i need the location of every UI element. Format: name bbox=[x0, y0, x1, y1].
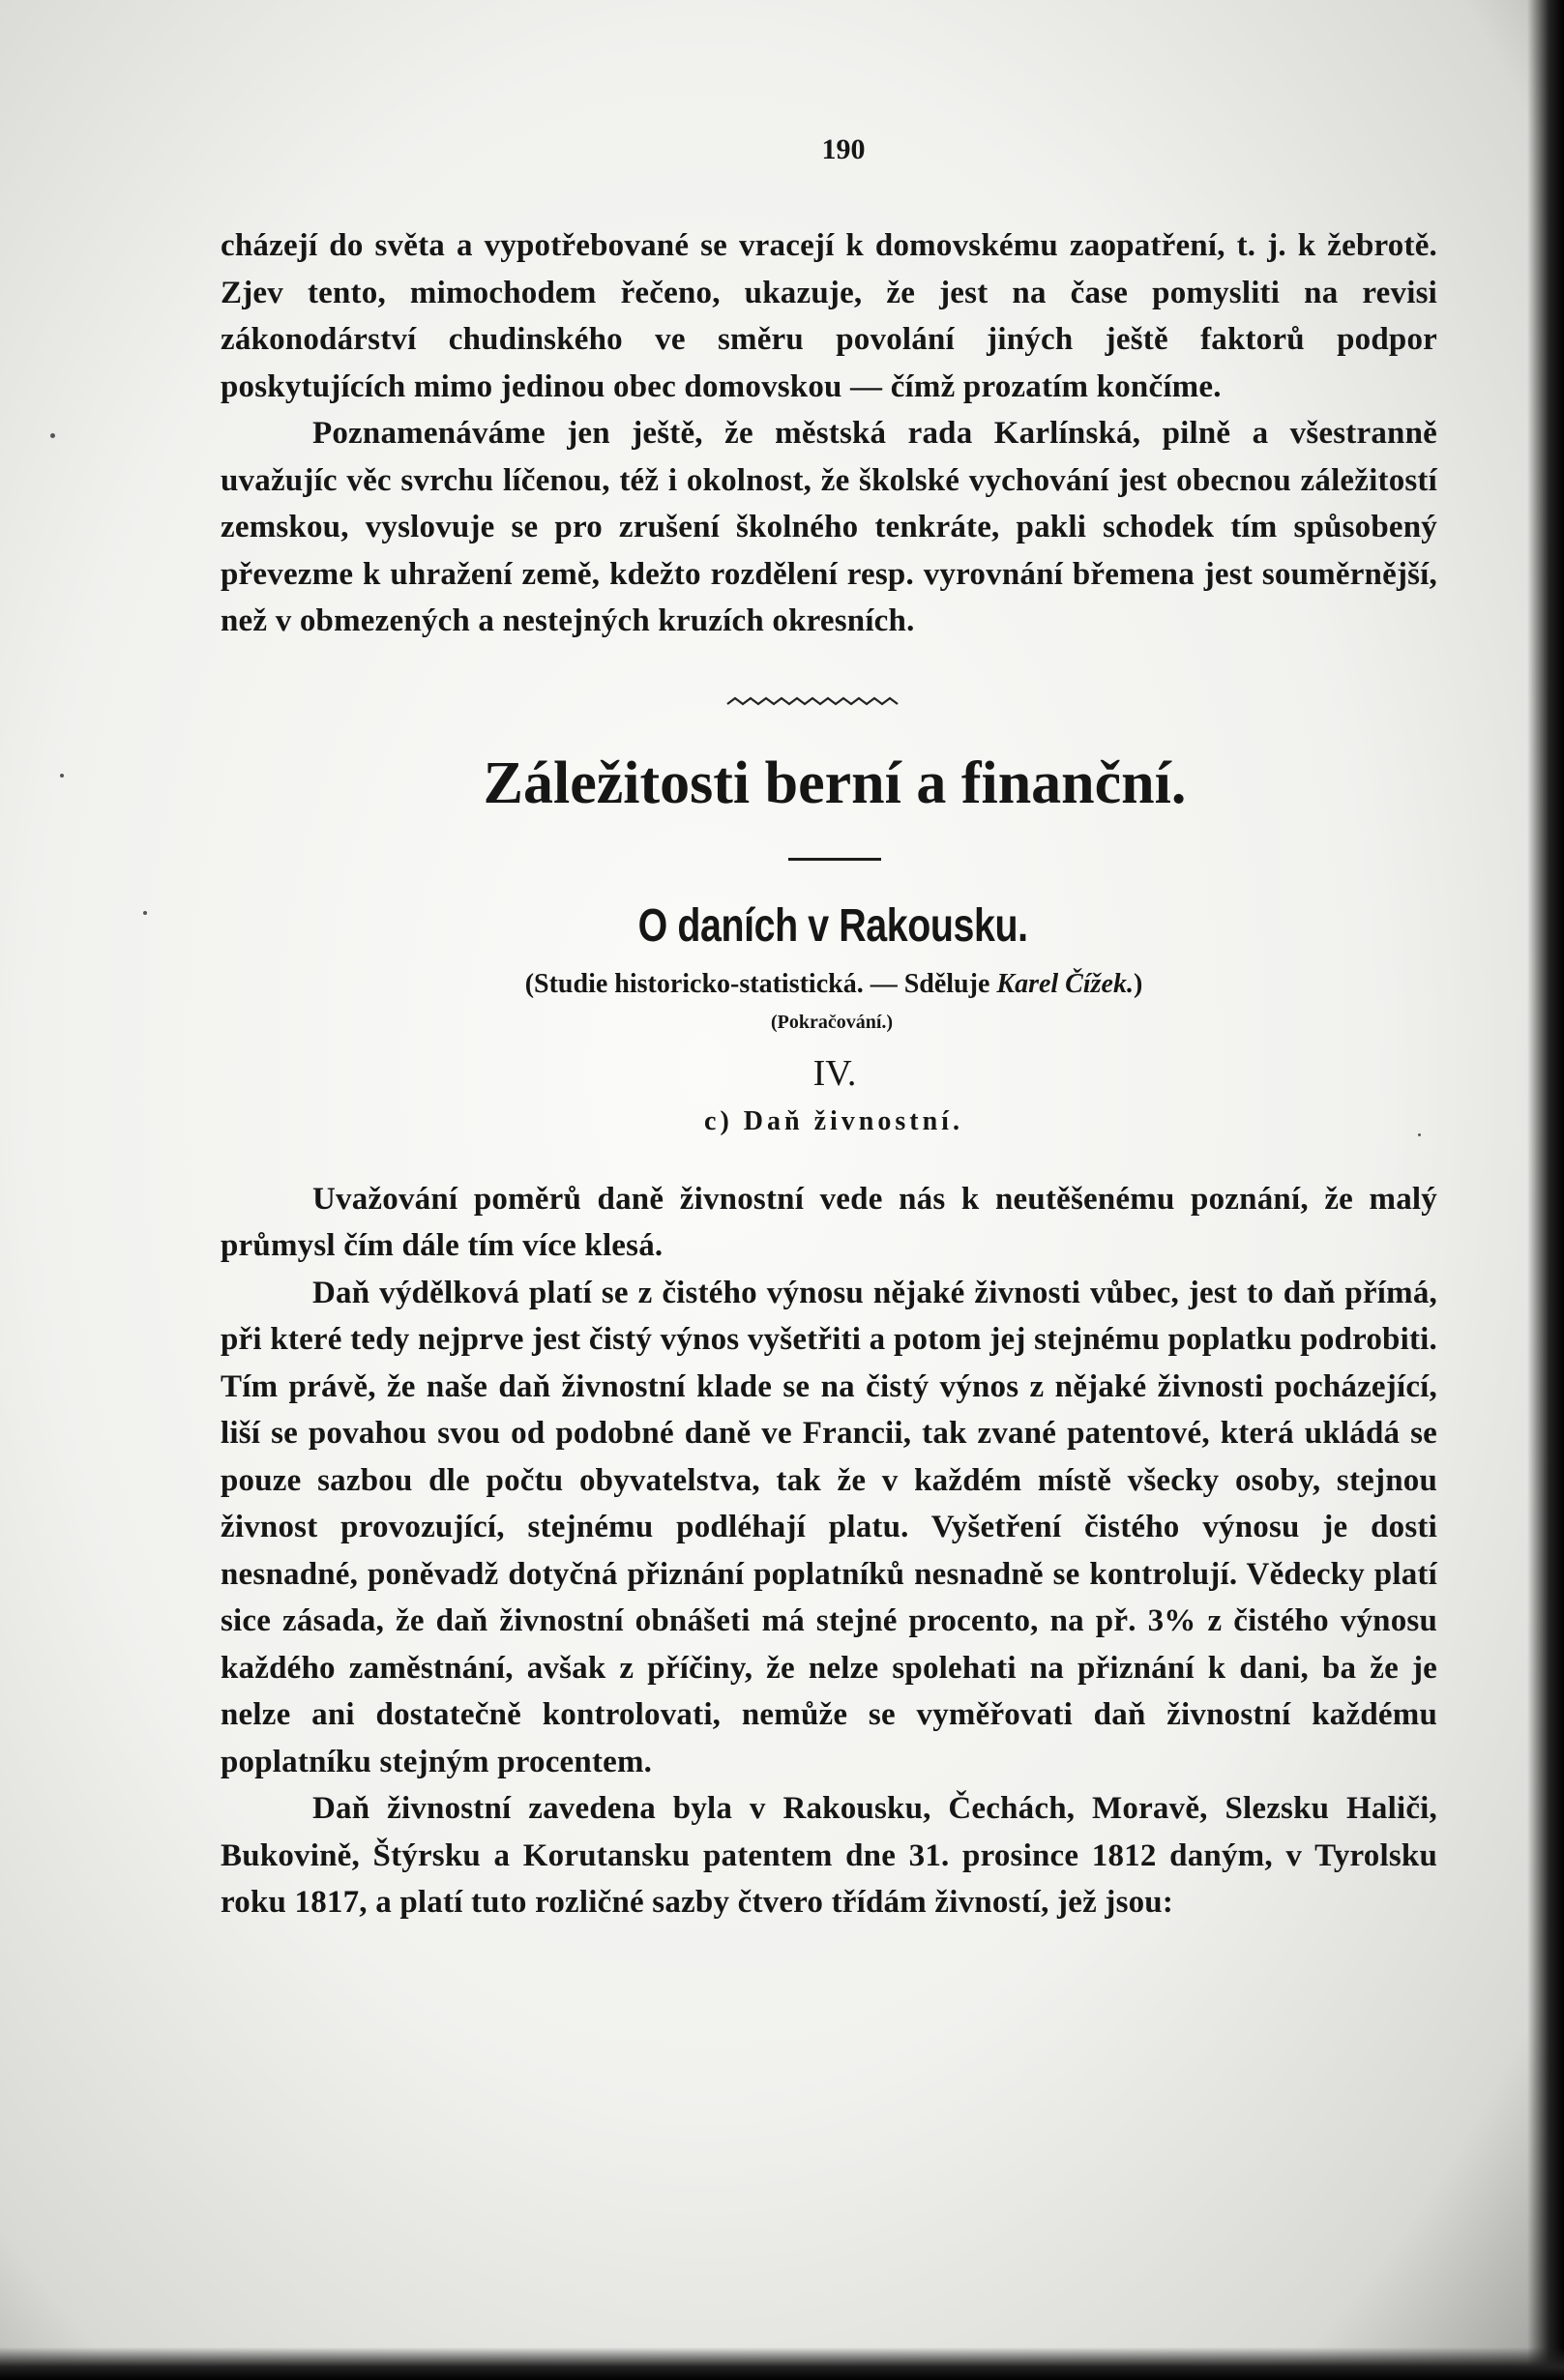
scan-edge-bottom bbox=[0, 2347, 1564, 2380]
article-title: O daních v Rakousku. bbox=[637, 899, 1028, 952]
section-title: Záležitosti berní a finanční. bbox=[483, 749, 1187, 816]
document-page bbox=[221, 126, 1437, 1926]
paragraph-continued: cházejí do světa a vypotřebované se vracejí k domovskému zaopatření, t. j. k žebrotě. Zjev tento, mimochodem řečeno, ukazuje, že jest na čase pomysliti na revisi zákonodárství chudinského ve směru povolání jiných ještě faktorů podpor poskytujících mimo jedinou obec domovskou — čímž prozatím končíme. bbox=[221, 228, 1437, 404]
chapter-number: IV. bbox=[812, 1052, 857, 1094]
subtitle-prefix: (Studie historicko-statistická. — Sděluje bbox=[524, 968, 997, 999]
paragraph: Daň výdělková platí se z čistého výnosu nějaké živnosti vůbec, jest to daň přímá, při které tedy nejprve jest čistý výnos vyšetřiti a potom jej stejnému poplatku podrobiti. Tím právě, že naše daň živnostní klade se na čistý výnos z nějaké živnosti pocházející, liší se povahou svou od podobné daně ve Francii, tak zvané patentové, která ukládá se pouze sazbou dle počtu obyvatelstva, tak že v každém místě všecky osoby, stejnou živnost provozující, stejnému podléhají platu. Vyšetření čistého výnosu je dosti nesnadné, poněvadž dotyčná přiznání poplatníků nesnadně se kontrolují. Vědecky platí sice zásada, že daň živnostní obnášeti má stejné procento, na př. 3% z čistého výnosu každého zaměstnání, avšak z příčiny, že nelze spolehati na přiznání k dani, ba že je nelze ani dostatečně kontrolovati, nemůže se vyměřovati daň živnostní každému poplatníku stejným procentem. bbox=[221, 1275, 1437, 1779]
decorative-wave-divider bbox=[723, 690, 916, 719]
title-rule bbox=[788, 858, 881, 861]
subtitle-suffix: ) bbox=[1133, 968, 1143, 999]
paragraph: Uvažování poměrů daně živnostní vede nás k neutěšenému poznání, že malý průmysl čím dále tím více klesá. bbox=[221, 1181, 1437, 1263]
paragraph: Poznamenáváme jen ještě, že městská rada Karlínská, pilně a všestranně uvažujíc věc svrchu líčenou, též i okolnost, že školské vychování jest obecnou záležitostí zemskou, vyslovuje se pro zrušení školného tenkráte, pakli schodek tím spůsobený převezme k uhražení země, kdežto rozdělení resp. vyrovnání břemena jest souměrnější, než v obmezených a nestejných kruzích okresních. bbox=[221, 416, 1437, 638]
continuation-note: (Pokračování.) bbox=[770, 1011, 894, 1033]
paragraph: Daň živnostní zavedena byla v Rakousku, Čechách, Moravě, Slezsku Haliči, Bukovině, Štýrsku a Korutansku patentem dne 31. prosince 1812 daným, v Tyrolsku roku 1817, a platí tuto rozličné sazby čtvero třídám živností, jež jsou: bbox=[221, 1791, 1437, 1920]
scan-speck bbox=[60, 774, 64, 778]
scan-speck bbox=[143, 911, 147, 915]
scan-edge-right bbox=[1527, 0, 1564, 2380]
author-name: Karel Čížek. bbox=[996, 968, 1134, 999]
scan-speck bbox=[50, 433, 55, 438]
page-number: 190 bbox=[821, 133, 866, 165]
article-subtitle bbox=[221, 963, 1437, 1006]
section-heading: c) Daň živnostní. bbox=[704, 1105, 963, 1136]
